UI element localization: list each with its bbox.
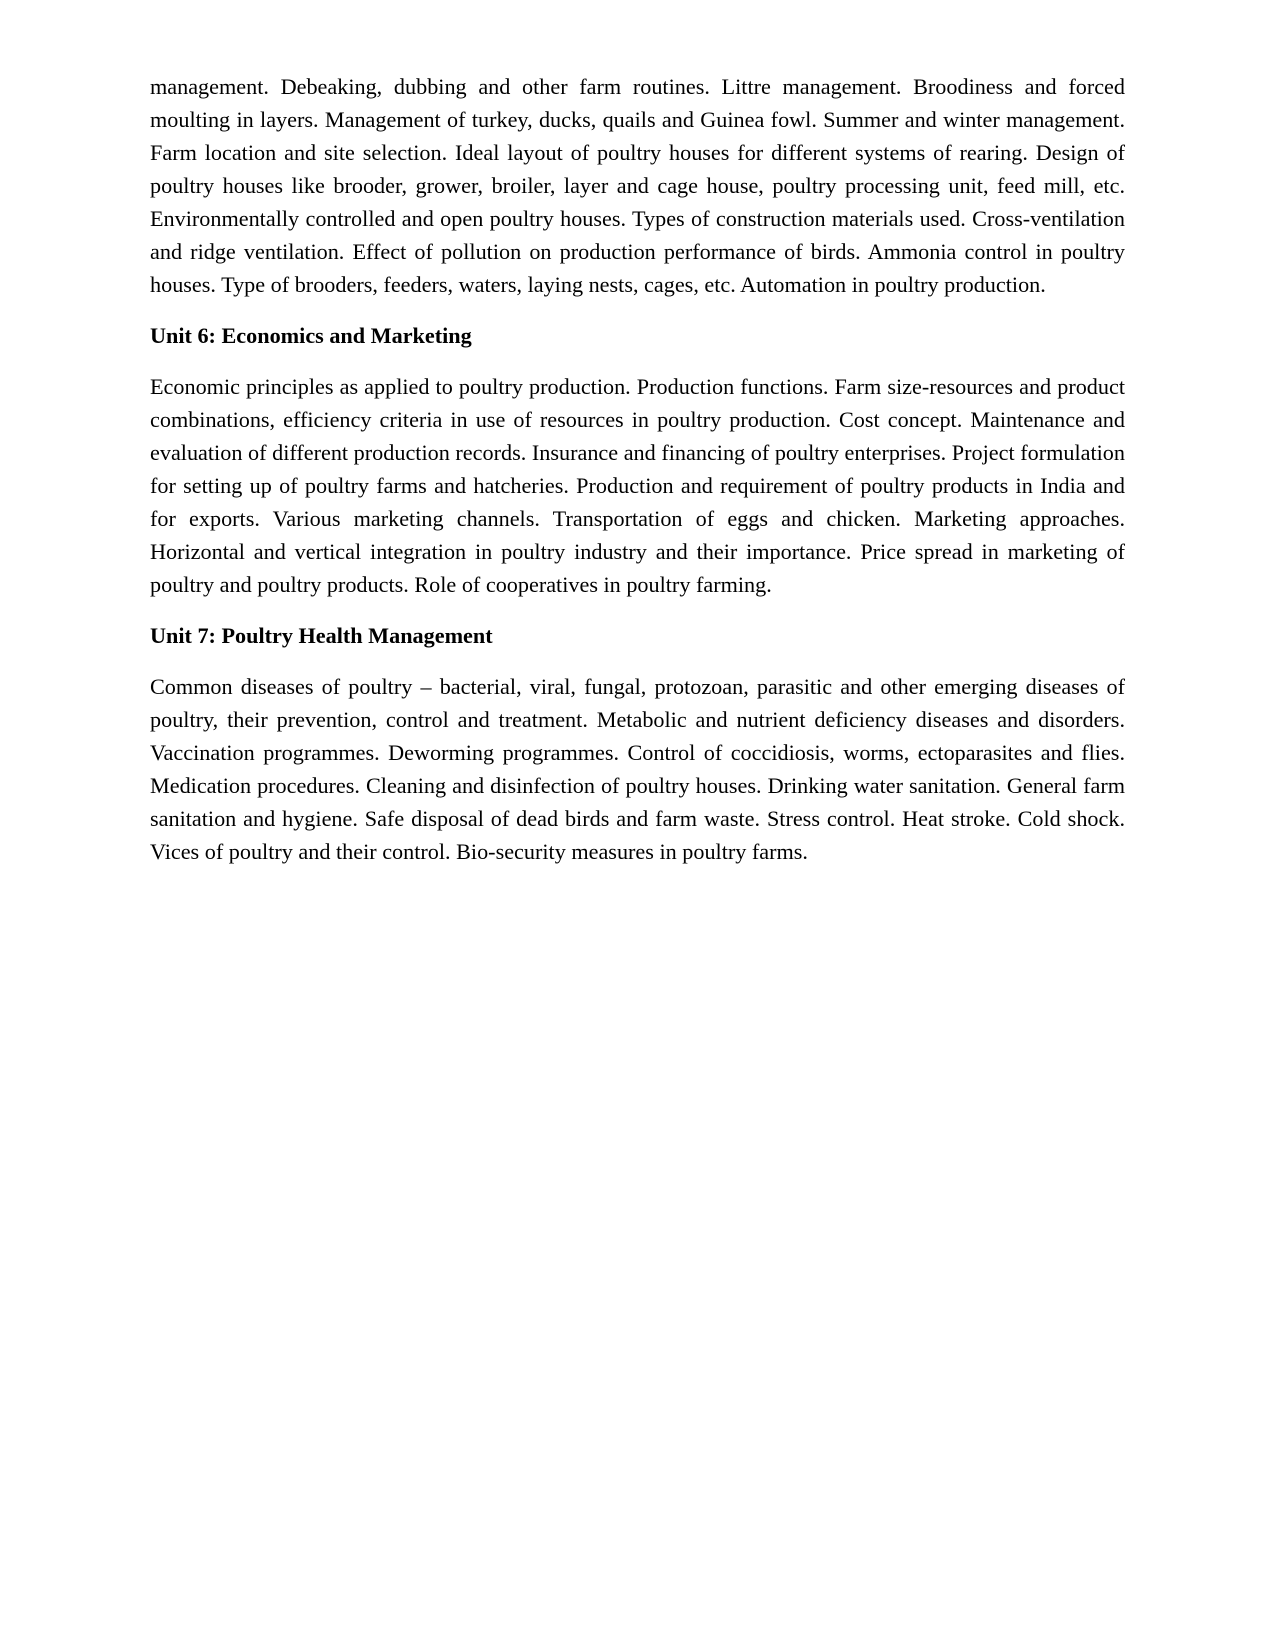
document-page xyxy=(150,70,1125,886)
unit-7-body: Common diseases of poultry – bacterial, viral, fungal, protozoan, parasitic and other emerging diseases of poultry, their prevention, control and treatment. Metabolic and nutrient deficiency diseases and disorders. Vaccination programmes. Deworming programmes. Control of coccidiosis, worms, ectoparasites and flies. Medication procedures. Cleaning and disinfection of poultry houses. Drinking water sanitation. General farm sanitation and hygiene. Safe disposal of dead birds and farm waste. Stress control. Heat stroke. Cold shock. Vices of poultry and their control. Bio-security measures in poultry farms. xyxy=(150,674,1125,864)
intro-paragraph: management. Debeaking, dubbing and other farm routines. Littre management. Broodiness and forced moulting in layers. Management of turkey, ducks, quails and Guinea fowl. Summer and winter management. Farm location and site selection. Ideal layout of poultry houses for different systems of rearing. Design of poultry houses like brooder, grower, broiler, layer and cage house, poultry processing unit, feed mill, etc. Environmentally controlled and open poultry houses. Types of construction materials used. Cross-ventilation and ridge ventilation. Effect of pollution on production performance of birds. Ammonia control in poultry houses. Type of brooders, feeders, waters, laying nests, cages, etc. Automation in poultry production. xyxy=(150,74,1125,297)
unit-6-body: Economic principles as applied to poultry production. Production functions. Farm size-resources and product combinations, efficiency criteria in use of resources in poultry production. Cost concept. Maintenance and evaluation of different production records. Insurance and financing of poultry enterprises. Project formulation for setting up of poultry farms and hatcheries. Production and requirement of poultry products in India and for exports. Various marketing channels. Transportation of eggs and chicken. Marketing approaches. Horizontal and vertical integration in poultry industry and their importance. Price spread in marketing of poultry and poultry products. Role of cooperatives in poultry farming. xyxy=(150,374,1125,597)
unit-7-section xyxy=(150,619,1125,868)
unit-6-section xyxy=(150,319,1125,601)
unit-6-heading: Unit 6: Economics and Marketing xyxy=(150,323,472,348)
unit-7-heading: Unit 7: Poultry Health Management xyxy=(150,623,493,648)
